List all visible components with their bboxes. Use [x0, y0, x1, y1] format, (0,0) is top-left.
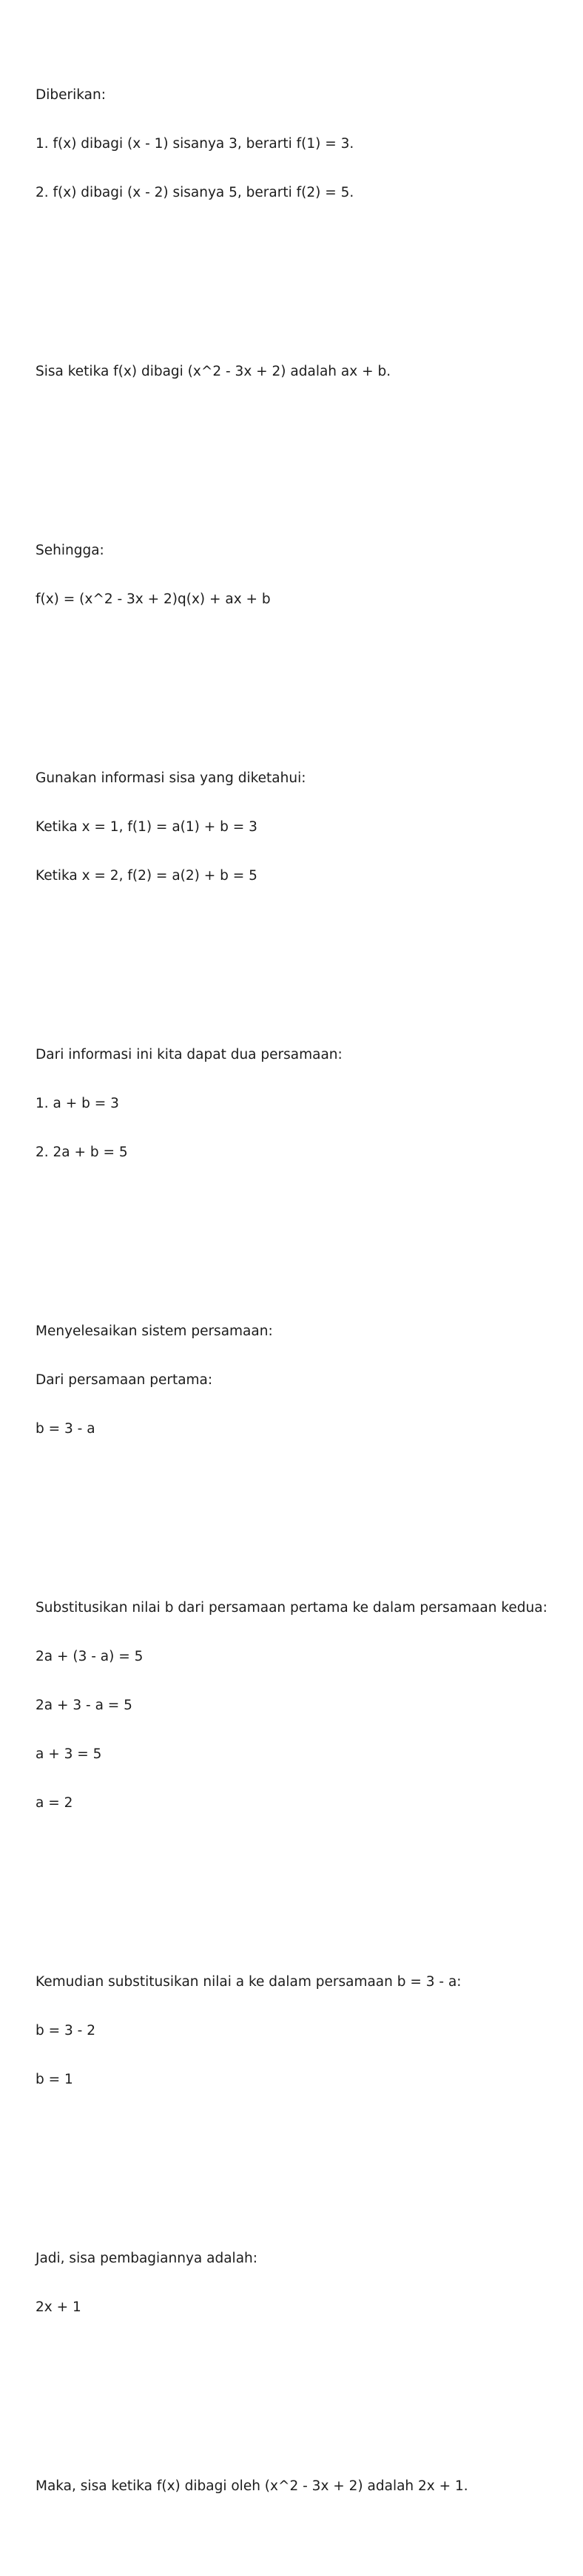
substitute-a-block — [36, 1942, 577, 2121]
paragraph-gap — [36, 445, 577, 461]
conclusion-text: Maka, sisa ketika f(x) dibagi oleh (x^2 - 3x + 2) adalah 2x + 1. — [36, 2478, 468, 2494]
paragraph-gap — [36, 1226, 577, 1242]
paragraph-gap — [36, 1877, 577, 1893]
substitute-b-block — [36, 1567, 577, 1844]
substitute-step-3: a + 3 = 5 — [36, 1746, 102, 1762]
equation-1: 1. a + b = 3 — [36, 1096, 119, 1111]
remainder-form-block — [36, 331, 577, 413]
result-block — [36, 2218, 577, 2348]
division-form-block — [36, 510, 577, 640]
substitute-b-heading: Substitusikan nilai b dari persamaan pertama ke dalam persamaan kedua: — [36, 1600, 547, 1616]
equations-block — [36, 1014, 577, 1193]
equations-heading: Dari informasi ini kita dapat dua persamaan: — [36, 1047, 343, 1062]
given-item-2: 2. f(x) dibagi (x - 2) sisanya 5, berarti f(2) = 5. — [36, 185, 354, 200]
given-item-1: 1. f(x) dibagi (x - 1) sisanya 3, berarti f(1) = 3. — [36, 136, 354, 152]
paragraph-gap — [36, 1502, 577, 1519]
conclusion-block — [36, 2446, 577, 2527]
division-equation: f(x) = (x^2 - 3x + 2)q(x) + ax + b — [36, 592, 271, 607]
substitute-step-2: 2a + 3 - a = 5 — [36, 1698, 132, 1713]
solve-b-expression: b = 3 - a — [36, 1421, 95, 1437]
substitute-a-heading: Kemudian substitusikan nilai a ke dalam persamaan b = 3 - a: — [36, 1974, 462, 1990]
result-value: 2x + 1 — [36, 2299, 81, 2315]
given-heading: Diberikan: — [36, 87, 106, 103]
known-remainder-block — [36, 738, 577, 917]
known-remainder-heading: Gunakan informasi sisa yang diketahui: — [36, 770, 306, 786]
paragraph-gap — [36, 2153, 577, 2169]
given-block — [36, 55, 577, 234]
solve-block — [36, 1291, 577, 1470]
solve-heading: Menyelesaikan sistem persamaan: — [36, 1323, 273, 1339]
paragraph-gap — [36, 673, 577, 689]
paragraph-gap — [36, 949, 577, 966]
substitute-a-step: b = 3 - 2 — [36, 2023, 95, 2038]
equation-2: 2. 2a + b = 5 — [36, 1145, 128, 1160]
remainder-statement: Sisa ketika f(x) dibagi (x^2 - 3x + 2) adalah ax + b. — [36, 364, 391, 379]
division-heading: Sehingga: — [36, 543, 104, 558]
solve-from-first: Dari persamaan pertama: — [36, 1372, 213, 1388]
substitute-result-a: a = 2 — [36, 1795, 73, 1811]
substitute-step-1: 2a + (3 - a) = 5 — [36, 1649, 144, 1664]
substitute-result-b: b = 1 — [36, 2072, 73, 2087]
paragraph-gap — [36, 266, 577, 282]
known-remainder-x2: Ketika x = 2, f(2) = a(2) + b = 5 — [36, 868, 257, 884]
result-heading: Jadi, sisa pembagiannya adalah: — [36, 2251, 257, 2266]
paragraph-gap — [36, 2381, 577, 2397]
known-remainder-x1: Ketika x = 1, f(1) = a(1) + b = 3 — [36, 819, 257, 835]
solution-text — [36, 6, 577, 2576]
